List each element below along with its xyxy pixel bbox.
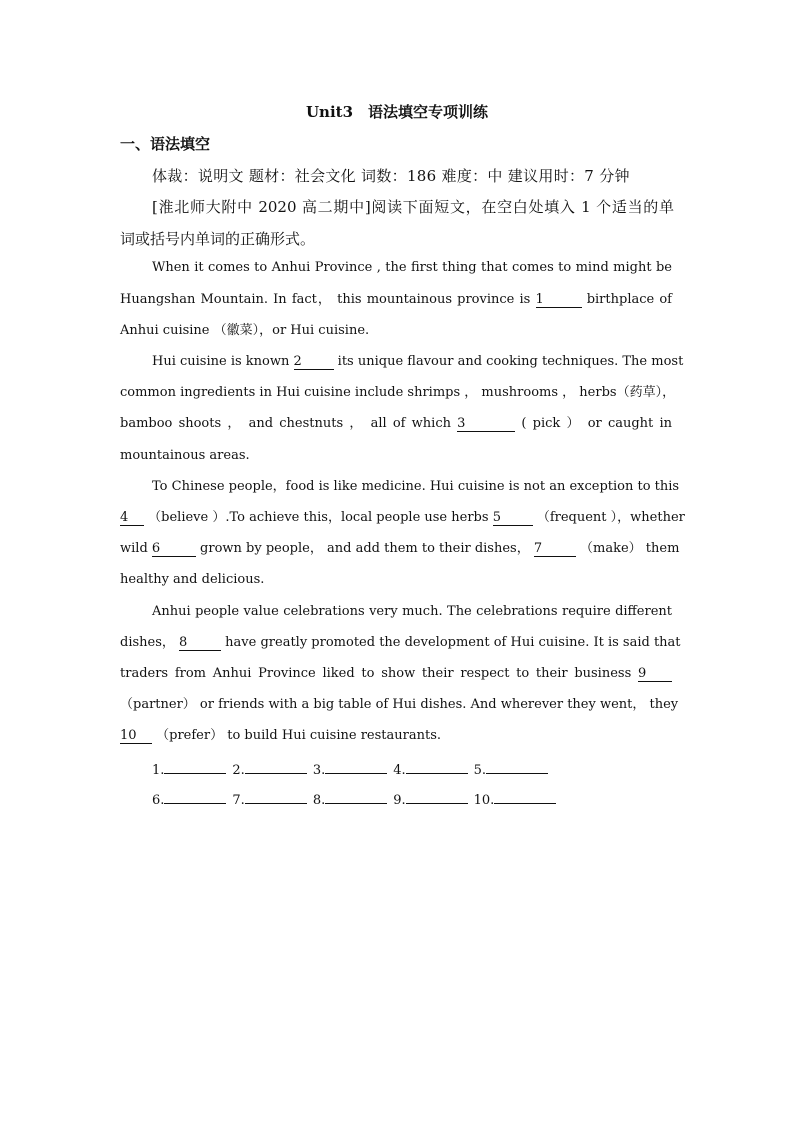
- passage-line: 4 （believe ）.To achieve this，local people use herbs 5 （frequent ），whether: [120, 510, 685, 525]
- page-title: Unit3 语法填空专项训练: [305, 103, 489, 121]
- blank-8[interactable]: 8: [179, 635, 221, 651]
- passage-line: Anhui people value celebrations very much. The celebrations require different: [152, 604, 672, 619]
- answer-row-2: [152, 791, 562, 808]
- blank-4[interactable]: 4: [120, 510, 144, 526]
- blank-7[interactable]: 7: [534, 541, 576, 557]
- answer-field-5[interactable]: [486, 761, 548, 774]
- answer-item: 9.: [393, 791, 467, 808]
- answer-field-3[interactable]: [325, 761, 387, 774]
- passage-line: traders from Anhui Province liked to show their respect to their business 9: [120, 664, 672, 684]
- passage-line: Hui cuisine is known 2 its unique flavour and cooking techniques. The most: [152, 354, 684, 369]
- passage-meta: 体裁：说明文 题材：社会文化 词数：186 难度：中 建议用时：7 分钟: [152, 167, 630, 185]
- answer-item: 4.: [393, 761, 467, 778]
- blank-5[interactable]: 5: [493, 510, 533, 526]
- blank-6[interactable]: 6: [152, 541, 196, 557]
- passage-line: bamboo shoots ， and chestnuts ， all of which 3 ( pick ） or caught in: [120, 416, 672, 431]
- answer-item: 1.: [152, 761, 226, 778]
- answer-item: 5.: [474, 761, 548, 778]
- answer-item: 6.: [152, 791, 226, 808]
- blank-9[interactable]: 9: [638, 666, 672, 682]
- answer-field-6[interactable]: [164, 791, 226, 804]
- passage-line: healthy and delicious.: [120, 572, 265, 587]
- passage-line: （partner） or friends with a big table of Hui dishes. And wherever they went， they: [120, 697, 679, 712]
- instructions-line-2: 词或括号内单词的正确形式。: [120, 230, 316, 248]
- answer-item: 8.: [313, 791, 387, 808]
- blank-1[interactable]: 1: [536, 292, 582, 308]
- blank-3[interactable]: 3: [457, 416, 515, 432]
- answer-item: 7.: [232, 791, 306, 808]
- blank-10[interactable]: 10: [120, 728, 152, 744]
- answer-field-9[interactable]: [406, 791, 468, 804]
- answer-field-4[interactable]: [406, 761, 468, 774]
- instructions-line-1: [淮北师大附中 2020 高二期中]阅读下面短文，在空白处填入 1 个适当的单: [152, 198, 674, 216]
- blank-2[interactable]: 2: [294, 354, 334, 370]
- answer-field-1[interactable]: [164, 761, 226, 774]
- section-heading: 一、语法填空: [120, 135, 211, 153]
- answer-field-8[interactable]: [325, 791, 387, 804]
- answer-field-2[interactable]: [245, 761, 307, 774]
- passage-line: 10 （prefer） to build Hui cuisine restaurants.: [120, 728, 441, 743]
- answer-item: 2.: [232, 761, 306, 778]
- passage-line: wild 6 grown by people， and add them to their dishes， 7 （make） them: [120, 541, 680, 556]
- passage-line: To Chinese people，food is like medicine. Hui cuisine is not an exception to this: [152, 479, 680, 494]
- answer-row-1: [152, 761, 554, 778]
- passage-line: mountainous areas.: [120, 448, 250, 463]
- passage-line: dishes， 8 have greatly promoted the development of Hui cuisine. It is said that: [120, 635, 681, 650]
- passage-line: Anhui cuisine （徽菜），or Hui cuisine.: [120, 323, 370, 338]
- answer-item: 10.: [474, 791, 557, 808]
- passage-line: common ingredients in Hui cuisine include shrimps ， mushrooms ， herbs（药草），: [120, 385, 676, 400]
- passage-line: When it comes to Anhui Province , the first thing that comes to mind might be: [152, 260, 672, 275]
- answer-field-7[interactable]: [245, 791, 307, 804]
- passage-line: Huangshan Mountain. In fact， this mountainous province is 1 birthplace of: [120, 292, 672, 307]
- answer-field-10[interactable]: [494, 791, 556, 804]
- answer-item: 3.: [313, 761, 387, 778]
